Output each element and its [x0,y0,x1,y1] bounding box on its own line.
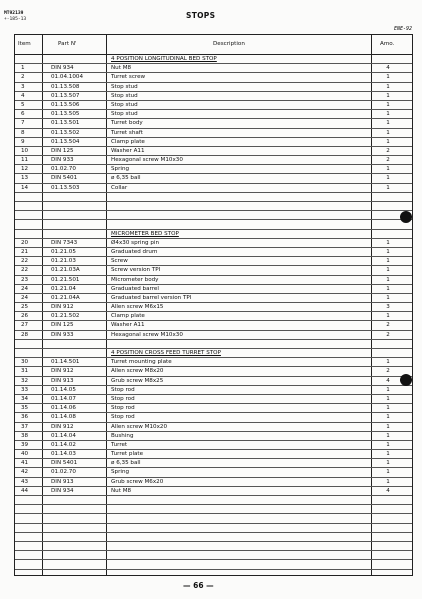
cell-amount: 1 [386,451,390,458]
table-row [15,386,412,395]
cell-item: 44 [21,487,29,494]
cell-part-number: DIN 933 [51,331,74,338]
cell-item: 14 [21,184,29,191]
cell-amount: 2 [386,322,390,329]
cell-item: 24 [21,294,29,301]
cell-amount: 1 [386,101,390,108]
cell-part-number: DIN 5401 [51,175,78,182]
cell-item: 4 [21,92,25,99]
cell-description: Graduated barrel version TPI [111,294,192,301]
table-row [15,285,412,294]
cell-amount: 1 [386,395,390,402]
cell-description: Screw [111,258,128,265]
cell-item: 32 [21,377,29,384]
cell-item: 26 [21,313,29,320]
cell-part-number: 01.14.07 [51,395,76,402]
table-row [15,358,412,367]
cell-part-number: 01.13.505 [51,111,80,118]
table-row [15,478,412,487]
table-row [15,156,412,165]
document-code-secondary: +-185-13 [4,17,27,22]
table-row [15,119,412,128]
cell-part-number: DIN 934 [51,65,74,72]
section-header-row [15,230,412,239]
cell-item: 11 [21,157,29,164]
cell-description: Nut M8 [111,487,132,494]
table-row [15,533,412,542]
cell-amount: 2 [386,368,390,375]
table-row [15,496,412,505]
cell-part-number: DIN 913 [51,377,74,384]
cell-part-number: 01.21.03A [51,267,80,274]
cell-description: Spring [111,166,130,173]
cell-amount: 1 [386,120,390,127]
table-row [15,64,412,73]
cell-description: 4 POSITION LONGITUDINAL BED STOP [111,56,217,62]
cell-part-number: 01.04.1004 [51,74,84,81]
cell-description: Stop rod [111,405,135,412]
cell-amount: 1 [386,460,390,467]
cell-description: Nut M8 [111,65,132,72]
cell-item: 2 [21,74,25,81]
cell-description: Micrometer body [111,276,159,283]
cell-part-number: 01.14.501 [51,359,80,366]
cell-description: Turret screw [111,74,146,81]
cell-item: 23 [21,276,29,283]
cell-amount: 4 [386,377,390,384]
document-code: MT92139 [4,11,24,16]
cell-part-number: 01.21.501 [51,276,80,283]
cell-part-number: 01.02.70 [51,166,76,173]
cell-item: 36 [21,414,29,421]
table-row [15,303,412,312]
header-amount: Amo. [380,41,395,47]
cell-amount: 1 [386,359,390,366]
cell-description: Graduated barrel [111,285,159,292]
table-row [15,101,412,110]
cell-item: 3 [21,83,25,90]
cell-description: Washer A11 [111,322,145,329]
cell-part-number: 01.21.502 [51,313,80,320]
cell-description: Stop stud [111,101,138,108]
cell-description: Turret mounting plate [111,359,172,366]
cell-description: MICROMETER BED STOP [111,230,179,237]
cell-part-number: DIN 912 [51,423,74,430]
cell-part-number: 01.14.04 [51,432,76,439]
table-row [15,220,412,229]
table-body [15,55,412,570]
cell-part-number: 01.13.504 [51,138,80,145]
cell-amount: 1 [386,441,390,448]
cell-description: ø 6,35 ball [111,460,141,467]
table-row [15,193,412,202]
header-description: Description [213,41,245,47]
cell-description: Spring [111,469,130,476]
table-row [15,331,412,340]
cell-amount: 1 [386,414,390,421]
table-row [15,395,412,404]
cell-part-number: 01.13.502 [51,129,80,136]
cell-description: Grub screw M8x25 [111,377,164,384]
cell-item: 37 [21,423,29,430]
cell-amount: 1 [386,469,390,476]
table-row [15,184,412,193]
table-row [15,487,412,496]
cell-part-number: 01.14.08 [51,414,76,421]
table-row [15,202,412,211]
table-row [15,147,412,156]
cell-description: Graduated drum [111,248,158,255]
cell-part-number: 01.13.507 [51,92,80,99]
cell-item: 30 [21,359,29,366]
page-number: — 66 — [183,581,214,590]
cell-description: 4 POSITION CROSS FEED TURRET STOP [111,350,221,356]
cell-part-number: 01.13.508 [51,83,80,90]
cell-amount: 1 [386,294,390,301]
cell-amount: 2 [386,147,390,154]
table-row [15,165,412,174]
cell-amount: 1 [386,267,390,274]
table-row [15,542,412,551]
cell-item: 35 [21,405,29,412]
table-row [15,83,412,92]
cell-item: 43 [21,478,29,485]
cell-part-number: 01.21.04 [51,285,76,292]
cell-item: 41 [21,460,29,467]
cell-item: 42 [21,469,29,476]
cell-item: 22 [21,258,29,265]
table-row [15,450,412,459]
cell-amount: 1 [386,248,390,255]
parts-table [14,34,413,576]
table-row [15,468,412,477]
cell-description: Allen screw M8x20 [111,368,164,375]
cell-part-number: 01.21.04A [51,294,80,301]
cell-amount: 1 [386,175,390,182]
cell-amount: 1 [386,111,390,118]
table-row [15,73,412,82]
cell-description: Turret plate [111,451,144,458]
cell-item: 22 [21,267,29,274]
cell-part-number: DIN 125 [51,147,74,154]
table-row [15,551,412,560]
cell-description: Clamp plate [111,138,145,145]
cell-description: Stop rod [111,386,135,393]
cell-part-number: 01.14.06 [51,405,76,412]
table-row [15,276,412,285]
table-row [15,266,412,275]
table-row [15,560,412,569]
table-row [15,441,412,450]
cell-amount: 4 [386,65,390,72]
cell-description: ø 6,35 ball [111,175,141,182]
cell-description: Hexagonal screw M10x30 [111,157,183,164]
cell-part-number: 01.14.03 [51,451,76,458]
cell-item: 10 [21,147,29,154]
cell-part-number: 01.21.05 [51,248,76,255]
cell-amount: 1 [386,83,390,90]
table-row [15,211,412,220]
table-row [15,340,412,349]
cell-item: 24 [21,285,29,292]
punch-hole [400,211,412,223]
table-row [15,294,412,303]
table-header [15,35,412,55]
cell-item: 12 [21,166,29,173]
cell-part-number: DIN 7343 [51,239,78,246]
cell-amount: 3 [386,304,390,311]
cell-item: 39 [21,441,29,448]
cell-description: Stop rod [111,414,135,421]
cell-amount: 1 [386,166,390,173]
cell-amount: 1 [386,478,390,485]
cell-part-number: 01.13.501 [51,120,80,127]
cell-part-number: DIN 933 [51,157,74,164]
table-row [15,377,412,386]
cell-amount: 1 [386,285,390,292]
cell-item: 20 [21,239,29,246]
section-header-row [15,349,412,358]
cell-amount: 2 [386,157,390,164]
cell-amount: 1 [386,313,390,320]
cell-amount: 1 [386,138,390,145]
table-row [15,239,412,248]
cell-description: Bushing [111,432,134,439]
cell-item: 1 [21,65,25,72]
cell-description: Washer A11 [111,147,145,154]
cell-part-number: 01.02.70 [51,469,76,476]
table-row [15,404,412,413]
cell-description: Hexagonal screw M10x30 [111,331,183,338]
cell-description: Turret body [111,120,143,127]
cell-description: Stop rod [111,395,135,402]
cell-amount: 1 [386,405,390,412]
cell-part-number: 01.21.03 [51,258,76,265]
cell-amount: 1 [386,276,390,283]
cell-part-number: DIN 5401 [51,460,78,467]
section-header-row [15,55,412,64]
table-row [15,257,412,266]
cell-item: 8 [21,129,25,136]
cell-item: 31 [21,368,29,375]
cell-item: 33 [21,386,29,393]
cell-description: Allen screw M10x20 [111,423,168,430]
cell-description: Stop stud [111,92,138,99]
cell-description: Stop stud [111,83,138,90]
cell-item: 5 [21,101,25,108]
cell-item: 28 [21,331,29,338]
table-row [15,110,412,119]
cell-part-number: 01.14.02 [51,441,76,448]
table-row [15,367,412,376]
cell-description: Turret [111,441,128,448]
cell-item: 27 [21,322,29,329]
table-row [15,524,412,533]
cell-item: 38 [21,432,29,439]
cell-amount: 2 [386,331,390,338]
cell-amount: 1 [386,423,390,430]
cell-amount: 1 [386,239,390,246]
cell-part-number: DIN 912 [51,304,74,311]
cell-description: Screw version TPI [111,267,161,274]
cell-amount: 1 [386,92,390,99]
revision-date: ENE-92 [393,26,412,32]
cell-part-number: DIN 125 [51,322,74,329]
cell-amount: 1 [386,432,390,439]
cell-item: 7 [21,120,25,127]
cell-amount: 1 [386,258,390,265]
cell-item: 13 [21,175,29,182]
cell-item: 9 [21,138,25,145]
cell-part-number: DIN 912 [51,368,74,375]
cell-item: 21 [21,248,29,255]
table-row [15,459,412,468]
punch-hole [400,374,412,386]
cell-amount: 1 [386,184,390,191]
cell-amount: 1 [386,129,390,136]
table-row [15,174,412,183]
table-row [15,312,412,321]
table-row [15,423,412,432]
cell-amount: 1 [386,74,390,81]
cell-part-number: 01.14.05 [51,386,76,393]
table-row [15,138,412,147]
table-row [15,129,412,138]
table-row [15,514,412,523]
cell-description: Turret shaft [111,129,143,136]
cell-item: 34 [21,395,29,402]
cell-item: 6 [21,111,25,118]
page-title: STOPS [186,11,216,20]
cell-description: Grub screw M6x20 [111,478,164,485]
table-row [15,321,412,330]
table-row [15,248,412,257]
table-row [15,92,412,101]
cell-part-number: DIN 913 [51,478,74,485]
cell-item: 25 [21,304,29,311]
table-row [15,505,412,514]
cell-item: 40 [21,451,29,458]
header-item: Item [18,41,31,47]
cell-part-number: 01.13.506 [51,101,80,108]
cell-description: Stop stud [111,111,138,118]
cell-description: Clamp plate [111,313,145,320]
cell-description: Ø4x30 spring pin [111,239,160,246]
header-part-number: Part N' [58,41,77,47]
cell-part-number: DIN 934 [51,487,74,494]
table-row [15,413,412,422]
cell-part-number: 01.13.503 [51,184,80,191]
cell-amount: 1 [386,386,390,393]
cell-amount: 4 [386,487,390,494]
cell-description: Allen screw M6x15 [111,304,164,311]
cell-description: Collar [111,184,128,191]
table-row [15,432,412,441]
